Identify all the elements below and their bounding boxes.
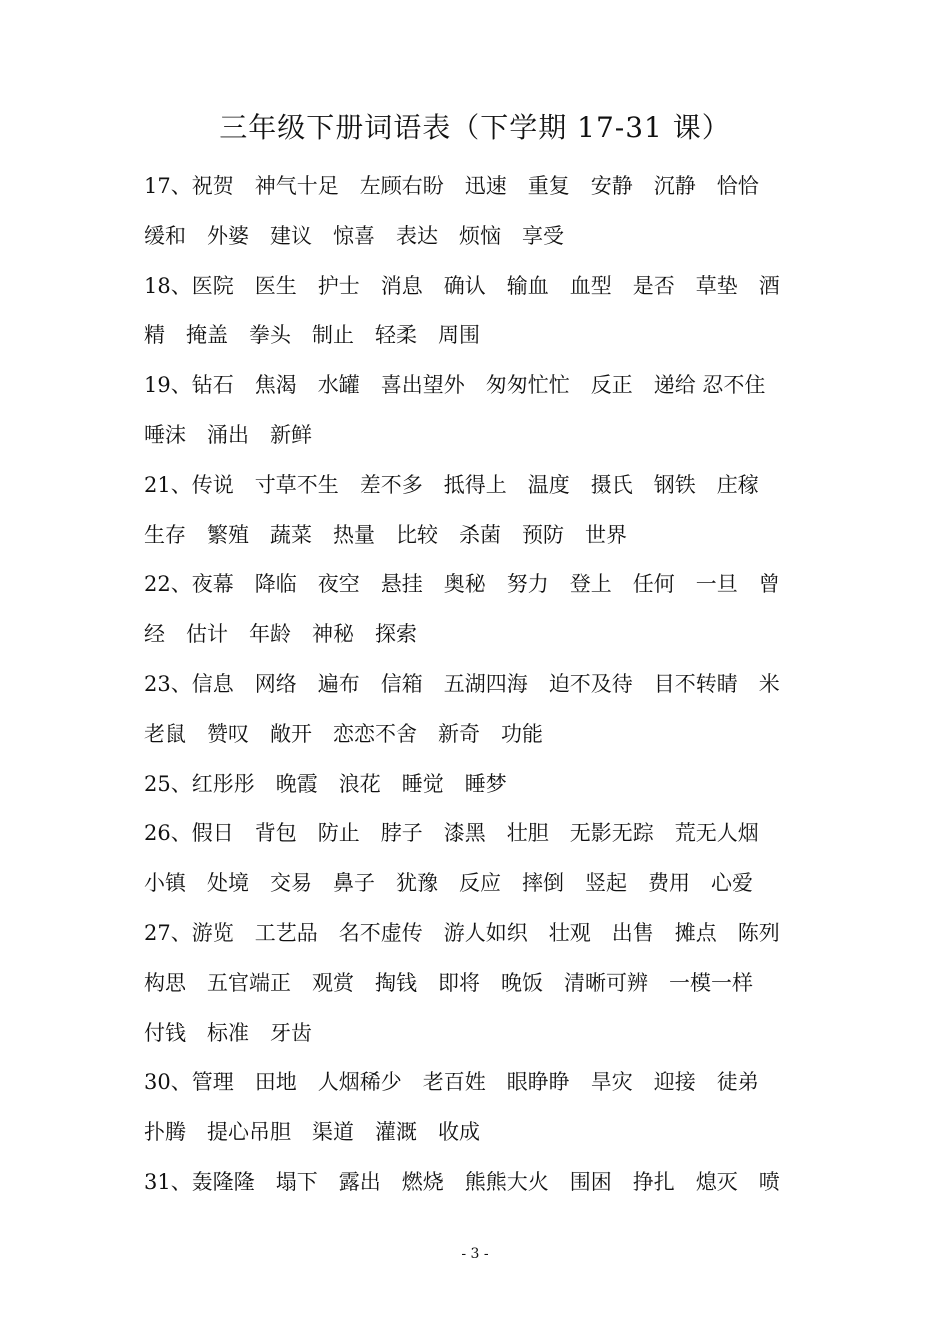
vocab-line: 19、钻石 焦渴 水罐 喜出望外 匆匆忙忙 反正 递给 忍不住 bbox=[144, 373, 766, 398]
vocab-line: 小镇 处境 交易 鼻子 犹豫 反应 摔倒 竖起 费用 心爱 bbox=[144, 871, 753, 896]
vocab-line: 唾沫 涌出 新鲜 bbox=[144, 422, 312, 447]
vocabulary-list bbox=[144, 162, 814, 1208]
vocab-line: 构思 五官端正 观赏 掏钱 即将 晚饭 清晰可辨 一模一样 bbox=[144, 970, 753, 995]
vocab-line: 老鼠 赞叹 敞开 恋恋不舍 新奇 功能 bbox=[144, 721, 543, 746]
vocab-line: 17、祝贺 神气十足 左顾右盼 迅速 重复 安静 沉静 恰恰 bbox=[144, 174, 759, 198]
vocab-line: 精 掩盖 拳头 制止 轻柔 周围 bbox=[144, 323, 480, 348]
page-number: - 3 - bbox=[461, 1246, 489, 1262]
vocab-line: 31、轰隆隆 塌下 露出 燃烧 熊熊大火 围困 挣扎 熄灭 喷 bbox=[144, 1169, 780, 1194]
page-title: 三年级下册词语表（下学期 17-31 课） bbox=[219, 111, 731, 144]
vocab-line: 生存 繁殖 蔬菜 热量 比较 杀菌 预防 世界 bbox=[144, 522, 627, 547]
vocab-line: 18、医院 医生 护士 消息 确认 输血 血型 是否 草垫 酒 bbox=[144, 273, 780, 298]
vocab-line: 25、红彤彤 晚霞 浪花 睡觉 睡梦 bbox=[144, 771, 507, 796]
vocab-line: 30、管理 田地 人烟稀少 老百姓 眼睁睁 旱灾 迎接 徒弟 bbox=[144, 1070, 759, 1095]
vocab-line: 扑腾 提心吊胆 渠道 灌溉 收成 bbox=[144, 1120, 480, 1145]
vocab-line: 26、假日 背包 防止 脖子 漆黑 壮胆 无影无踪 荒无人烟 bbox=[144, 821, 759, 846]
vocab-line: 付钱 标准 牙齿 bbox=[144, 1020, 312, 1045]
vocab-line: 缓和 外婆 建议 惊喜 表达 烦恼 享受 bbox=[144, 223, 564, 248]
vocab-line: 23、信息 网络 遍布 信箱 五湖四海 迫不及待 目不转睛 米 bbox=[144, 671, 780, 696]
vocab-line: 21、传说 寸草不生 差不多 抵得上 温度 摄氏 钢铁 庄稼 bbox=[144, 472, 759, 497]
vocab-line: 经 估计 年龄 神秘 探索 bbox=[144, 622, 417, 647]
vocab-line: 27、游览 工艺品 名不虚传 游人如织 壮观 出售 摊点 陈列 bbox=[144, 920, 780, 945]
vocab-line: 22、夜幕 降临 夜空 悬挂 奥秘 努力 登上 任何 一旦 曾 bbox=[144, 572, 780, 597]
